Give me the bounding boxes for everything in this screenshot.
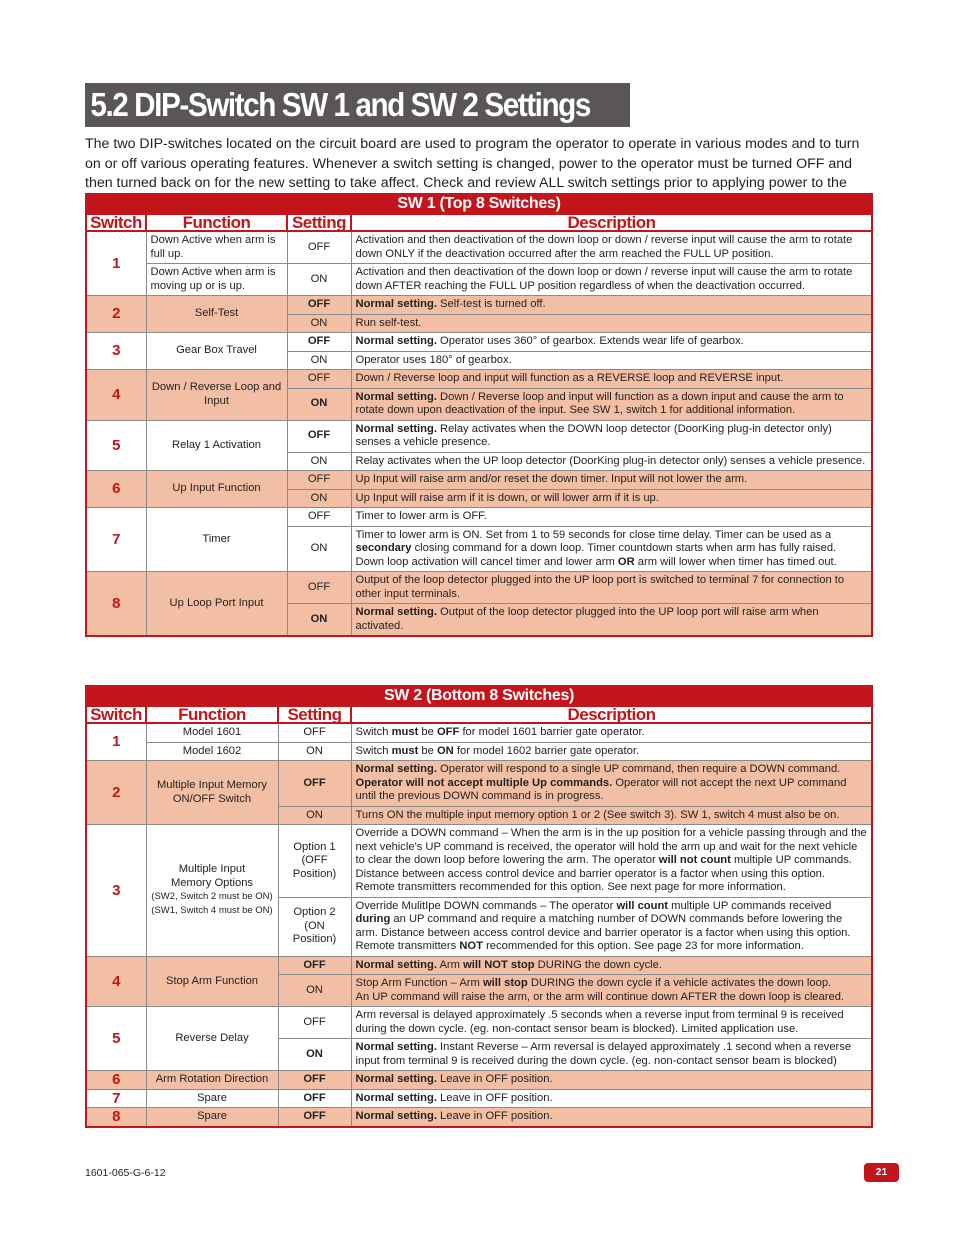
setting-value: OFF xyxy=(278,761,351,807)
setting-value: OFF xyxy=(287,572,351,604)
switch-number: 7 xyxy=(86,508,146,572)
page-number: 21 xyxy=(864,1163,899,1182)
table-row xyxy=(86,333,872,352)
function-label: Down / Reverse Loop and Input xyxy=(146,370,287,421)
setting-value: ON xyxy=(287,604,351,637)
table-row xyxy=(86,742,872,761)
setting-value: OFF xyxy=(287,508,351,527)
description: Normal setting. Leave in OFF position. xyxy=(351,1089,872,1108)
switch-number: 6 xyxy=(86,471,146,508)
sw2-title: SW 2 (Bottom 8 Switches) xyxy=(86,686,872,706)
setting-value: ON xyxy=(278,975,351,1007)
document-code: 1601-065-G-6-12 xyxy=(85,1167,166,1179)
switch-number: 6 xyxy=(86,1071,146,1090)
switch-number: 7 xyxy=(86,1089,146,1108)
setting-value: OFF xyxy=(278,956,351,975)
table-row xyxy=(86,370,872,389)
table-row xyxy=(86,1108,872,1127)
description: Turns ON the multiple input memory option 1 or 2 (See switch 3). SW 1, switch 4 must also be on. xyxy=(351,806,872,825)
table-row xyxy=(86,471,872,490)
description: Override MulitIpe DOWN commands – The operator will count multiple UP commands received during an UP command and require a matching number of DOWN commands before lowering the arm. Distance between access control device and barrier operator is a factor when using this option. Remote transmitters NOT recommended for this option. See page 23 for more information. xyxy=(351,897,872,956)
switch-number: 3 xyxy=(86,333,146,370)
header-switch: Switch xyxy=(86,706,146,724)
switch-number: 3 xyxy=(86,825,146,957)
table-row xyxy=(86,231,872,264)
header-description: Description xyxy=(351,706,872,724)
function-label: Reverse Delay xyxy=(146,1007,278,1071)
table-row xyxy=(86,508,872,527)
switch-number: 4 xyxy=(86,370,146,421)
header-description: Description xyxy=(351,214,872,232)
description: Activation and then deactivation of the down loop or down / reverse input will cause the arm to rotate down AFTER reaching the FULL UP position regardless of when the deactivation occurred. xyxy=(351,264,872,296)
description: Activation and then deactivation of the down loop or down / reverse input will cause the arm to rotate down ONLY if the deactivation occurred after the arm reached the FULL UP position. xyxy=(351,231,872,264)
function-label: Up Input Function xyxy=(146,471,287,508)
setting-value: ON xyxy=(287,526,351,572)
function-label: Spare xyxy=(146,1108,278,1127)
function-label: Model 1602 xyxy=(146,742,278,761)
setting-value: OFF xyxy=(287,420,351,452)
table-row xyxy=(86,572,872,604)
description: Normal setting. Self-test is turned off. xyxy=(351,296,872,315)
description: Run self-test. xyxy=(351,314,872,333)
function-label: Model 1601 xyxy=(146,723,278,742)
function-label: Timer xyxy=(146,508,287,572)
function-label: Relay 1 Activation xyxy=(146,420,287,471)
setting-value: ON xyxy=(278,806,351,825)
table-row xyxy=(86,761,872,807)
description: Normal setting. Arm will NOT stop DURING the down cycle. xyxy=(351,956,872,975)
switch-number: 1 xyxy=(86,231,146,296)
setting-value: OFF xyxy=(278,1007,351,1039)
setting-value: OFF xyxy=(287,231,351,264)
description: Normal setting. Leave in OFF position. xyxy=(351,1108,872,1127)
header-function: Function xyxy=(146,214,287,232)
description: Normal setting. Operator uses 360° of gearbox. Extends wear life of gearbox. xyxy=(351,333,872,352)
setting-value: ON xyxy=(287,388,351,420)
page-title: 5.2 DIP-Switch SW 1 and SW 2 Settings xyxy=(90,86,590,123)
sw1-title: SW 1 (Top 8 Switches) xyxy=(86,194,872,214)
setting-value: ON xyxy=(278,1039,351,1071)
function-label: Spare xyxy=(146,1089,278,1108)
table-row xyxy=(86,264,872,296)
description: Operator uses 180° of gearbox. xyxy=(351,351,872,370)
description: Relay activates when the UP loop detector (DoorKing plug-in detector only) senses a vehicle presence. xyxy=(351,452,872,471)
header-setting: Setting xyxy=(287,214,351,232)
switch-number: 5 xyxy=(86,1007,146,1071)
setting-value: ON xyxy=(287,351,351,370)
table-row xyxy=(86,956,872,975)
function-label: Down Active when arm is moving up or is up. xyxy=(146,264,287,296)
switch-number: 5 xyxy=(86,420,146,471)
setting-value: OFF xyxy=(287,296,351,315)
header-function: Function xyxy=(146,706,278,724)
function-label: Down Active when arm is full up. xyxy=(146,231,287,264)
description: Arm reversal is delayed approximately .5 seconds when a reverse input from terminal 9 is received during the down cycle. (eg. non-contact sensor beam is blocked). Limited application use. xyxy=(351,1007,872,1039)
switch-number: 2 xyxy=(86,296,146,333)
setting-value: ON xyxy=(278,742,351,761)
description: Output of the loop detector plugged into the UP loop port is switched to terminal 7 for connection to other input terminals. xyxy=(351,572,872,604)
table-row xyxy=(86,420,872,452)
function-label: Up Loop Port Input xyxy=(146,572,287,637)
page-title-bar xyxy=(85,83,630,127)
function-label: Multiple Input Memory Options (SW2, Switch 2 must be ON) (SW1, Switch 4 must be ON) xyxy=(146,825,278,957)
function-label: Self-Test xyxy=(146,296,287,333)
setting-value: OFF xyxy=(278,1108,351,1127)
table-row xyxy=(86,723,872,742)
intro-paragraph: The two DIP-switches located on the circuit board are used to program the operator to operate in various modes and to turn on or off various operating features. Whenever a switch setting is changed, power to the operator must be turned OFF and then turned back on for the new setting to take affect. Check and review ALL switch settings prior to applying power to the xyxy=(85,136,860,191)
function-label: Arm Rotation Direction xyxy=(146,1071,278,1090)
description: Normal setting. Operator will respond to a single UP command, then require a DOWN command. Operator will not accept multiple Up commands. Operator will not accept the next UP command until the previous DOWN command is in progress. xyxy=(351,761,872,807)
setting-value: ON xyxy=(287,314,351,333)
description: Normal setting. Output of the loop detector plugged into the UP loop port will raise arm when activated. xyxy=(351,604,872,637)
description: Up Input will raise arm and/or reset the down timer. Input will not lower the arm. xyxy=(351,471,872,490)
switch-number: 8 xyxy=(86,1108,146,1127)
sw1-table xyxy=(85,193,873,637)
setting-value: ON xyxy=(287,452,351,471)
description: Timer to lower arm is ON. Set from 1 to 59 seconds for close time delay. Timer can be used as a secondary closing command for a down loop. Timer countdown starts when arm has fully raised. Down loop activation will cancel timer and lower arm OR arm will lower when timer has timed out. xyxy=(351,526,872,572)
function-label: Stop Arm Function xyxy=(146,956,278,1007)
table-row xyxy=(86,296,872,315)
description: Override a DOWN command – When the arm is in the up position for a vehicle passing through and the next vehicle's UP command is received, the operator will hold the arm up and wait for the next vehicle to clear the down loop before lowering the arm. The operator will not count multiple UP commands. Distance between access control device and barrier operator is a factor when using this option. Remote transmitters recommended for this option. See next page for more information. xyxy=(351,825,872,898)
switch-number: 4 xyxy=(86,956,146,1007)
function-label: Gear Box Travel xyxy=(146,333,287,370)
description: Normal setting. Instant Reverse – Arm reversal is delayed approximately .1 second when a reverse input from terminal 9 is received during the down cycle. (eg. non-contact sensor beam is blocked) xyxy=(351,1039,872,1071)
function-label: Multiple Input Memory ON/OFF Switch xyxy=(146,761,278,825)
switch-number: 1 xyxy=(86,723,146,761)
switch-number: 8 xyxy=(86,572,146,637)
setting-value: Option 2 (ON Position) xyxy=(278,897,351,956)
description: Switch must be OFF for model 1601 barrier gate operator. xyxy=(351,723,872,742)
description: Normal setting. Relay activates when the DOWN loop detector (DoorKing plug-in detector only) senses a vehicle presence. xyxy=(351,420,872,452)
setting-value: OFF xyxy=(287,471,351,490)
description: Normal setting. Down / Reverse loop and input will function as a down input and cause the arm to rotate down upon deactivation of the input. See SW 1, switch 1 for additional information. xyxy=(351,388,872,420)
setting-value: OFF xyxy=(287,370,351,389)
setting-value: OFF xyxy=(278,723,351,742)
description: Down / Reverse loop and input will function as a REVERSE loop and REVERSE input. xyxy=(351,370,872,389)
table-row xyxy=(86,1007,872,1039)
table-row xyxy=(86,1071,872,1090)
header-setting: Setting xyxy=(278,706,351,724)
setting-value: OFF xyxy=(278,1071,351,1090)
setting-value: OFF xyxy=(287,333,351,352)
setting-value: Option 1 (OFF Position) xyxy=(278,825,351,898)
description: Stop Arm Function – Arm will stop DURING the down cycle if a vehicle activates the down loop. An UP command will raise the arm, or the arm will continue down AFTER the down loop is cleared. xyxy=(351,975,872,1007)
description: Up Input will raise arm if it is down, or will lower arm if it is up. xyxy=(351,489,872,508)
table-row xyxy=(86,825,872,898)
setting-value: ON xyxy=(287,489,351,508)
description: Switch must be ON for model 1602 barrier gate operator. xyxy=(351,742,872,761)
description: Normal setting. Leave in OFF position. xyxy=(351,1071,872,1090)
header-switch: Switch xyxy=(86,214,146,232)
setting-value: ON xyxy=(287,264,351,296)
sw2-table xyxy=(85,685,873,1128)
switch-number: 2 xyxy=(86,761,146,825)
description: Timer to lower arm is OFF. xyxy=(351,508,872,527)
setting-value: OFF xyxy=(278,1089,351,1108)
table-row xyxy=(86,1089,872,1108)
